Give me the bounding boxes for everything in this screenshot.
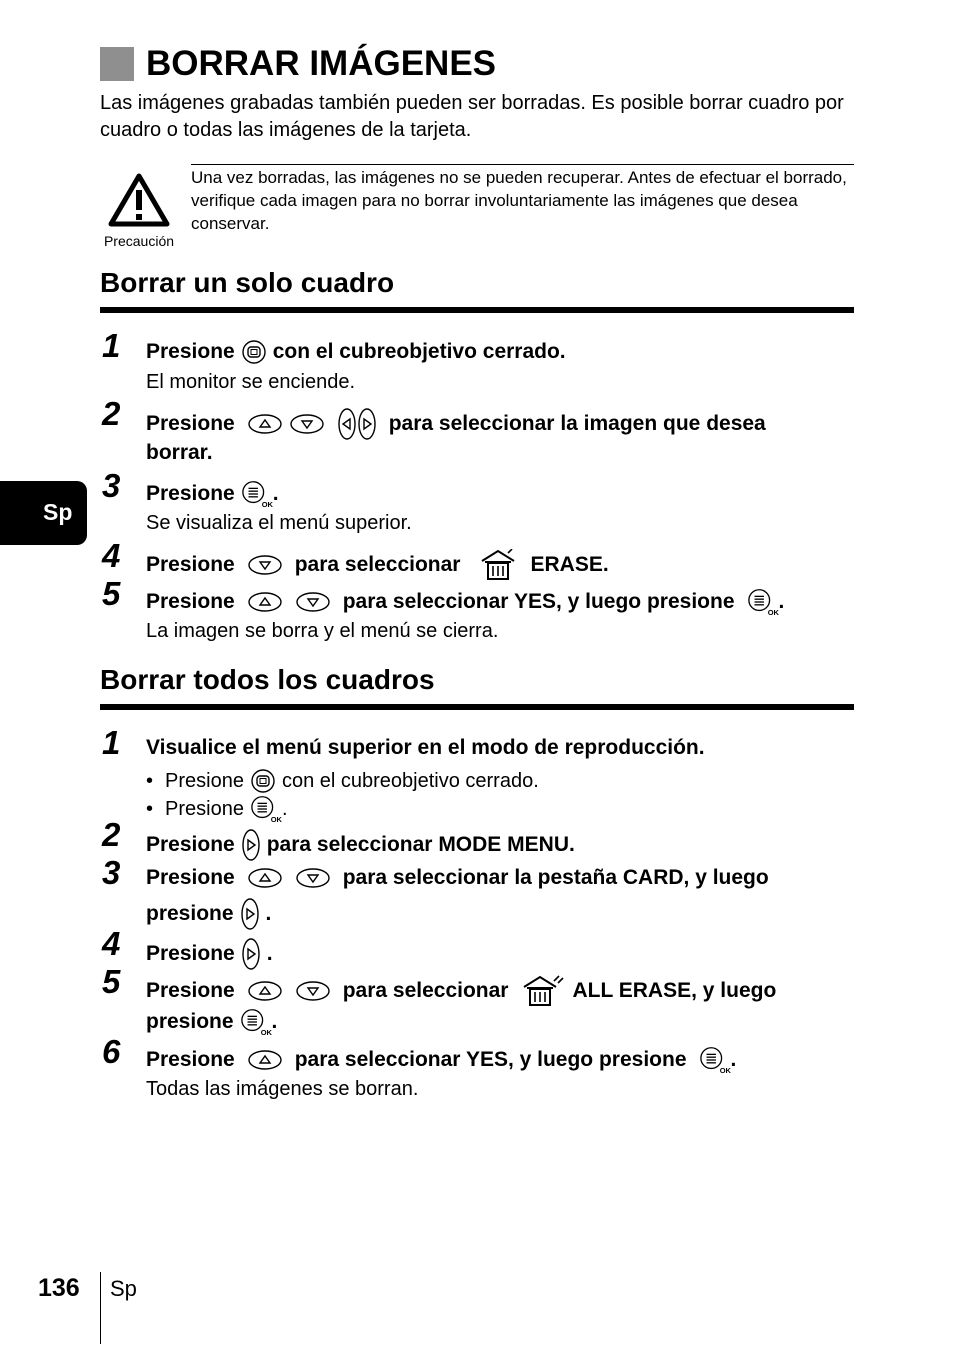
step-number: 5 (102, 963, 121, 1000)
step-text: Presione (146, 866, 235, 889)
step-result: El monitor se enciende. (146, 371, 356, 393)
step-text: para seleccionar YES, y luego presione (342, 590, 735, 613)
intro-paragraph: Las imágenes grabadas también pueden ser borradas. Es posible borrar cuadro por cuadro o todas las imágenes de la tarjeta. (100, 92, 844, 141)
page-title-text: BORRAR IMÁGENES (146, 44, 497, 83)
footer-divider (100, 1272, 101, 1344)
bullet-dot: • (146, 797, 154, 820)
up-arrow-button-icon (247, 1048, 283, 1072)
step-text: con el cubreobjetivo cerrado. (272, 340, 566, 363)
erase-trash-icon (478, 549, 518, 581)
step-text: para seleccionar la pestaña CARD, y luego (342, 866, 769, 889)
bullet-text: con el cubreobjetivo cerrado. (281, 769, 539, 792)
ok-menu-button-icon (250, 794, 282, 824)
right-arrow-button-icon (240, 897, 260, 931)
step-text: . (266, 942, 273, 965)
step-text: Presione (146, 942, 235, 965)
section-heading-single: Borrar un solo cuadro (100, 267, 395, 298)
down-arrow-button-icon (295, 866, 331, 890)
step-text: presione (146, 1010, 234, 1033)
step-number: 1 (102, 724, 121, 761)
ok-menu-button-icon (241, 479, 273, 509)
right-arrow-button-icon (357, 407, 377, 441)
language-side-tab (0, 481, 87, 545)
step-result: La imagen se borra y el menú se cierra. (146, 620, 499, 642)
step-text: para seleccionar YES, y luego presione (294, 1048, 687, 1071)
ok-menu-button-icon (240, 1007, 272, 1037)
step-text: para seleccionar MODE MENU. (266, 833, 575, 856)
step-text: Presione (146, 553, 235, 576)
bullet-item (146, 794, 288, 824)
bullet-text: Presione (165, 769, 244, 792)
page-number: 136 (38, 1274, 80, 1302)
step-number: 6 (102, 1033, 121, 1070)
section-rule (100, 704, 854, 710)
step-result: Todas las imágenes se borran. (146, 1078, 419, 1100)
page-title (100, 44, 496, 84)
step-text: . (272, 482, 279, 505)
down-arrow-button-icon (247, 553, 283, 577)
warning-icon (107, 172, 171, 228)
step-text: para seleccionar (294, 553, 461, 576)
step-number: 5 (102, 575, 121, 612)
step-text: Presione (146, 340, 235, 363)
step-number: 2 (102, 395, 121, 432)
step-text: Presione (146, 482, 235, 505)
bullet-text: . (281, 797, 288, 820)
step-text: Presione (146, 412, 235, 435)
all-erase-trash-icon (520, 975, 566, 1007)
up-arrow-button-icon (247, 979, 283, 1003)
down-arrow-button-icon (289, 412, 325, 436)
step-number: 1 (102, 327, 121, 364)
monitor-button-icon (250, 768, 276, 794)
step-number: 4 (102, 537, 121, 574)
down-arrow-button-icon (295, 979, 331, 1003)
step-text-cont: borrar. (146, 441, 213, 464)
step-number: 3 (102, 467, 121, 504)
up-arrow-button-icon (247, 412, 283, 436)
bullet-text: Presione (165, 797, 244, 820)
bullet-dot: • (146, 769, 154, 792)
step-text: Presione (146, 833, 235, 856)
step-text: Presione (146, 1048, 235, 1071)
section-heading-all: Borrar todos los cuadros (100, 664, 435, 695)
up-arrow-button-icon (247, 866, 283, 890)
step-text: ERASE. (530, 553, 609, 576)
step-text: Visualice el menú superior en el modo de reproducción. (146, 736, 705, 759)
step-text: . (730, 1048, 737, 1071)
step-text: para seleccionar (342, 979, 509, 1002)
step-text: ALL ERASE, y luego (572, 979, 777, 1002)
step-result: Se visualiza el menú superior. (146, 512, 412, 534)
ok-menu-button-icon (747, 587, 779, 617)
footer-language: Sp (110, 1276, 137, 1301)
down-arrow-button-icon (295, 590, 331, 614)
step-text: . (778, 590, 785, 613)
caution-rule (191, 164, 854, 165)
step-text: Presione (146, 979, 235, 1002)
right-arrow-button-icon (241, 937, 261, 971)
step-text: para seleccionar la imagen que desea (388, 412, 766, 435)
caution-block (103, 172, 175, 249)
step-text: Presione (146, 590, 235, 613)
right-arrow-button-icon (241, 828, 261, 862)
section-rule (100, 307, 854, 313)
step-number: 2 (102, 816, 121, 853)
caution-text: Una vez borradas, las imágenes no se pueden recuperar. Antes de efectuar el borrado, verifique cada imagen para no borrar involuntariamente las imágenes que desea conservar. (191, 168, 847, 233)
left-arrow-button-icon (337, 407, 357, 441)
title-marker (100, 47, 134, 81)
monitor-button-icon (241, 339, 267, 365)
up-arrow-button-icon (247, 590, 283, 614)
step-text: . (265, 902, 272, 925)
step-text: presione (146, 902, 234, 925)
step-number: 4 (102, 925, 121, 962)
side-tab-label: Sp (43, 499, 73, 525)
ok-menu-button-icon (699, 1045, 731, 1075)
caution-label: Precaución (103, 233, 175, 249)
bullet-item (146, 768, 539, 794)
step-number: 3 (102, 854, 121, 891)
step-text: . (271, 1010, 278, 1033)
